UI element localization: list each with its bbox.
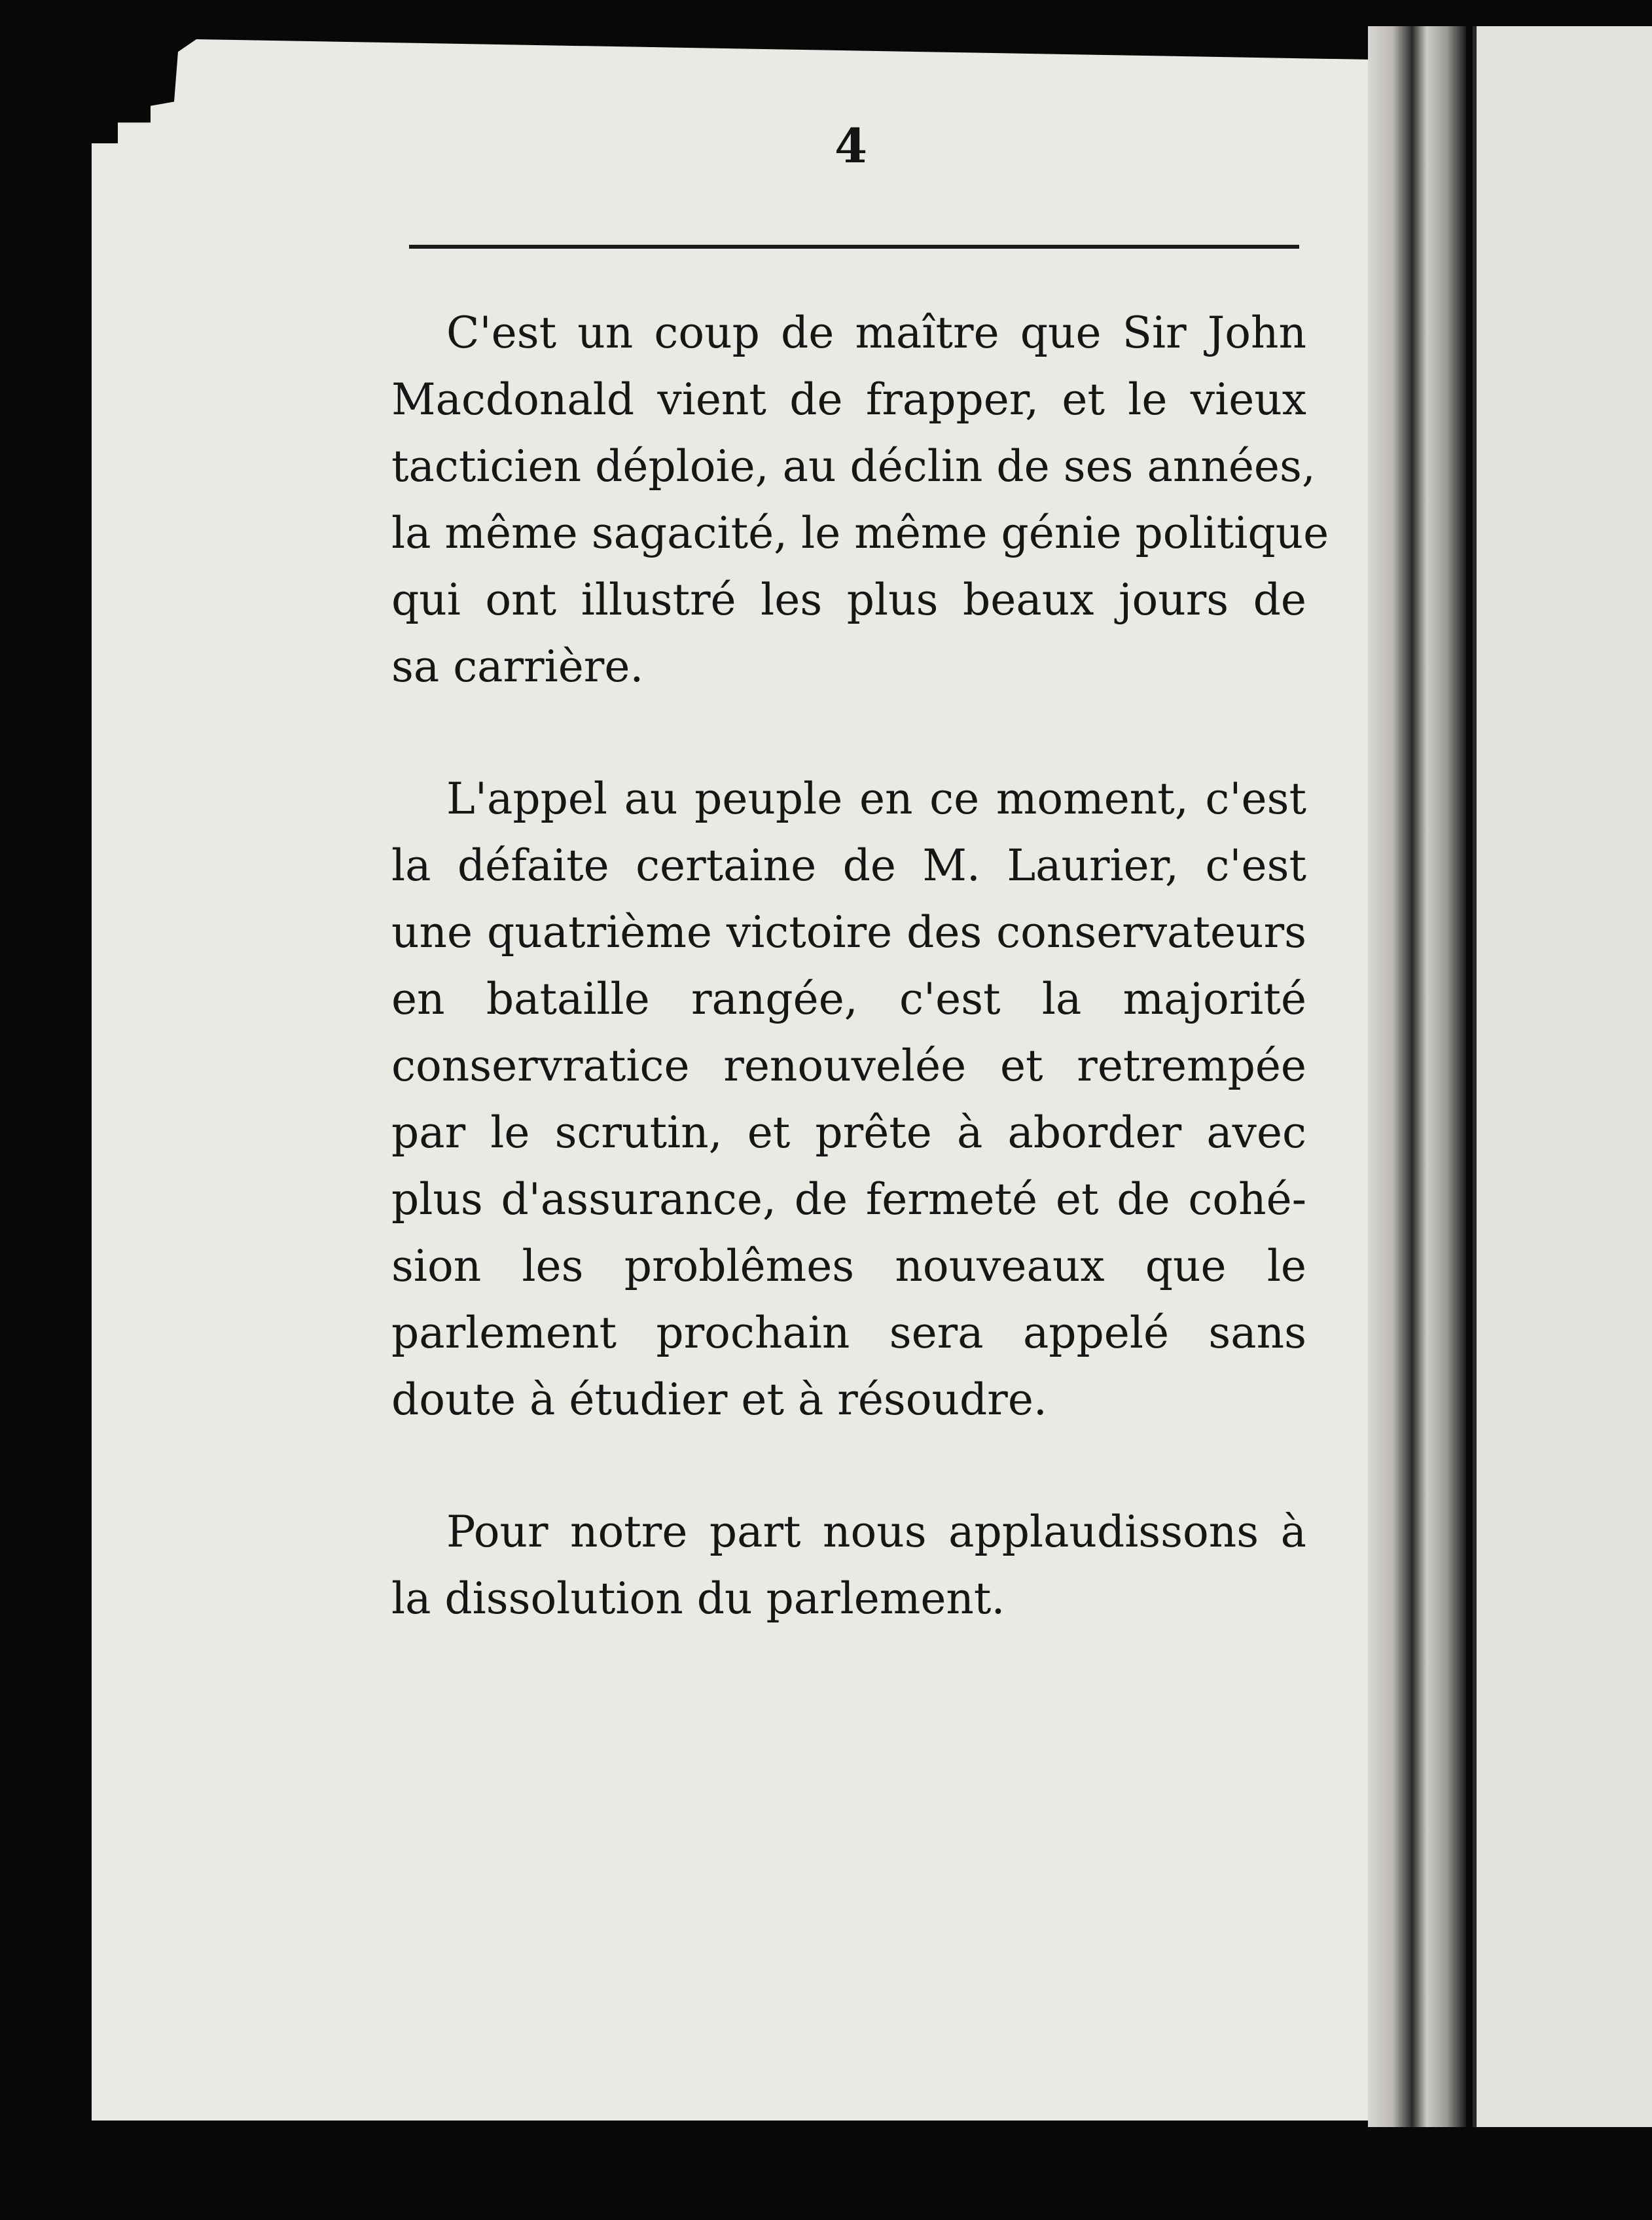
paragraph-1 xyxy=(391,300,1329,700)
paragraph-line: une quatrième victoire des conservateurs xyxy=(391,907,1306,958)
paragraph-line: parlement prochain sera appelé sans xyxy=(391,1308,1306,1358)
binding-edge xyxy=(1368,26,1466,2127)
paragraph-line: en bataille rangée, c'est la majorité xyxy=(391,974,1306,1024)
header-rule xyxy=(409,245,1299,249)
paragraph-2 xyxy=(391,766,1306,1433)
paragraph-line: tacticien déploie, au déclin de ses années, xyxy=(391,441,1316,492)
paragraph-line: C'est un coup de maître que Sir John xyxy=(446,308,1306,358)
paragraph-3 xyxy=(391,1499,1306,1632)
paragraph-line: conservratice renouvelée et retrempée xyxy=(391,1041,1306,1091)
paragraph-line: Pour notre part nous applaudissons à xyxy=(446,1507,1306,1557)
paragraph-line: la dissolution du parlement. xyxy=(391,1573,1005,1624)
page-number: 4 xyxy=(834,118,868,173)
paragraph-line: doute à étudier et à résoudre. xyxy=(391,1374,1047,1425)
paragraph-line: L'appel au peuple en ce moment, c'est xyxy=(446,774,1306,824)
paragraph-line: plus d'assurance, de fermeté et de cohé- xyxy=(391,1174,1306,1225)
paragraph-line: la défaite certaine de M. Laurier, c'est xyxy=(391,840,1306,891)
adjacent-page-edge xyxy=(1473,26,1652,2127)
paragraph-line: qui ont illustré les plus beaux jours de xyxy=(391,575,1306,625)
paragraph-line: la même sagacité, le même génie politique xyxy=(391,508,1329,558)
paragraph-line: sion les problêmes nouveaux que le xyxy=(391,1241,1306,1291)
paragraph-line: sa carrière. xyxy=(391,641,644,692)
paragraph-line: Macdonald vient de frapper, et le vieux xyxy=(391,374,1306,425)
paragraph-line: par le scrutin, et prête à aborder avec xyxy=(391,1107,1306,1158)
